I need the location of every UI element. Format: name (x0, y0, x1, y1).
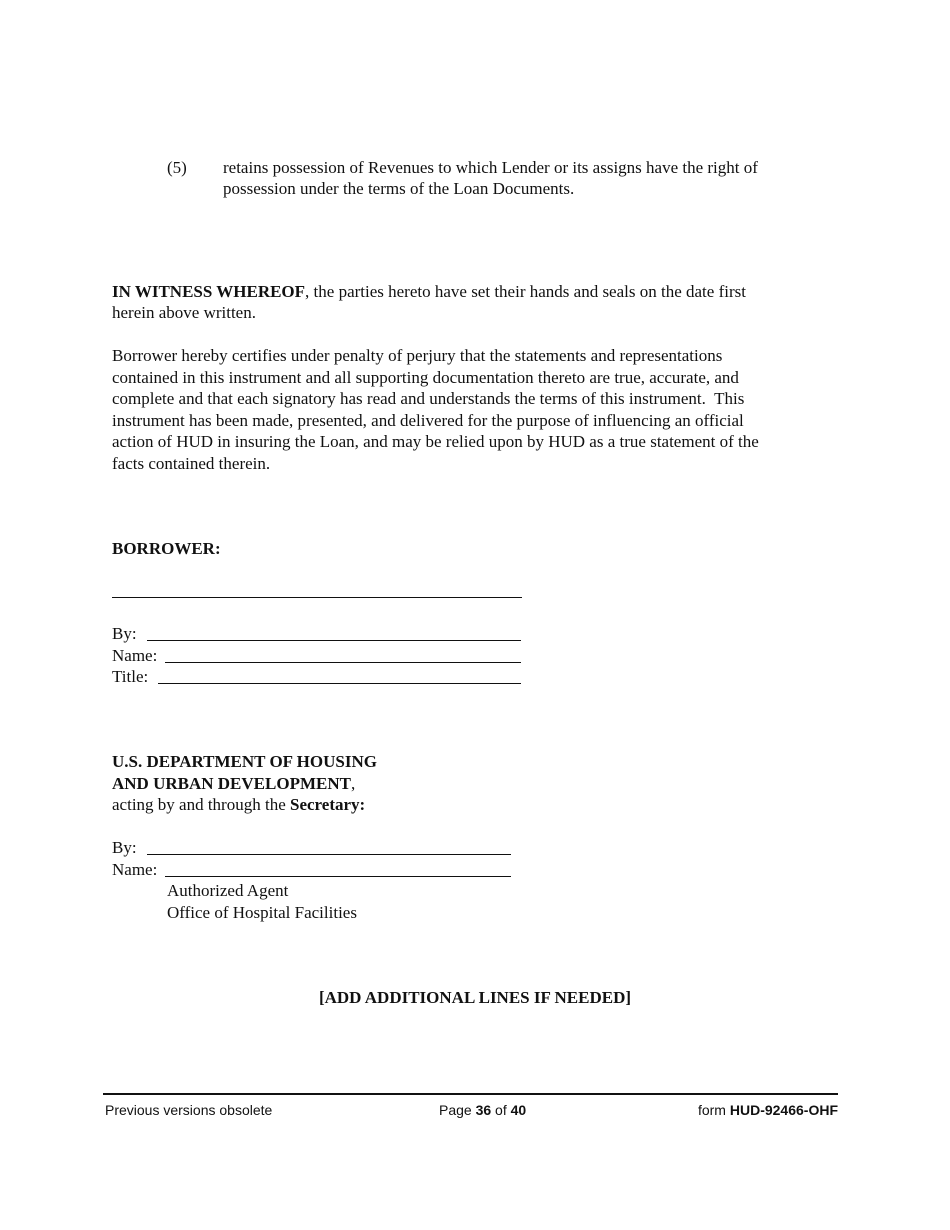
footer-page-total: 40 (510, 1102, 527, 1118)
hud-authorized-agent: Authorized Agent (167, 881, 289, 900)
certification-line-1: Borrower hereby certifies under penalty of perjury that the statements and representations (112, 346, 723, 365)
hud-name-label: Name: (112, 859, 158, 879)
add-lines-note: [ADD ADDITIONAL LINES IF NEEDED] (318, 988, 632, 1007)
witness-lead: IN WITNESS WHEREOF (112, 282, 306, 301)
witness-paragraph-line-1 (112, 281, 746, 303)
footer-page-prefix: Page (439, 1102, 476, 1118)
footer-page-of: of (491, 1102, 511, 1118)
borrower-by-line[interactable] (147, 640, 521, 641)
hud-by-label: By: (112, 838, 137, 857)
hud-office-name: Office of Hospital Facilities (167, 902, 357, 922)
hud-acting-text: acting by and through the (112, 795, 290, 814)
footer-form-number: HUD-92466-OHF (729, 1102, 838, 1118)
borrower-name-line[interactable] (165, 662, 521, 663)
footer-form-prefix: form (697, 1102, 730, 1118)
certification-line-6: facts contained therein. (112, 453, 271, 473)
borrower-heading: BORROWER: (112, 539, 221, 558)
hud-heading-line-2-bold: AND URBAN DEVELOPMENT (112, 773, 351, 793)
footer-page-current: 36 (475, 1102, 492, 1118)
footer-rule (103, 1093, 838, 1095)
borrower-by-label: By: (112, 624, 137, 643)
certification-line-4: instrument has been made, presented, and delivered for the purpose of influencing an official (112, 410, 744, 430)
hud-heading-line-2-comma: , (350, 773, 356, 793)
hud-heading-line-2 (112, 773, 355, 795)
certification-line-3: complete and that each signatory has read and understands the terms of this instrument. This (112, 389, 745, 408)
footer-page-number (439, 1102, 526, 1118)
list-item-text-line-1: retains possession of Revenues to which Lender or its assigns have the right of (223, 158, 758, 177)
footer-form-id (698, 1102, 838, 1118)
borrower-name-label: Name: (112, 645, 158, 665)
certification-line-2: contained in this instrument and all supporting documentation thereto are true, accurate, and (112, 367, 739, 387)
witness-line-1-rest: , the parties hereto have set their hands and seals on the date first (305, 282, 746, 301)
borrower-title-line[interactable] (158, 683, 521, 684)
hud-heading-line-1: U.S. DEPARTMENT OF HOUSING (112, 752, 377, 771)
hud-by-line[interactable] (147, 854, 511, 855)
borrower-entity-signature-line (112, 597, 522, 598)
witness-paragraph-line-2: herein above written. (112, 303, 256, 322)
hud-name-line[interactable] (165, 876, 511, 877)
list-item-text-line-2: possession under the terms of the Loan Documents. (223, 179, 575, 198)
footer-obsolete-note: Previous versions obsolete (105, 1102, 273, 1118)
hud-secretary: Secretary: (290, 795, 366, 814)
borrower-title-label: Title: (112, 667, 149, 686)
certification-line-5: action of HUD in insuring the Loan, and may be relied upon by HUD as a true statement of the (112, 432, 759, 451)
hud-acting-line (112, 794, 365, 816)
list-item-number: (5) (167, 158, 187, 177)
